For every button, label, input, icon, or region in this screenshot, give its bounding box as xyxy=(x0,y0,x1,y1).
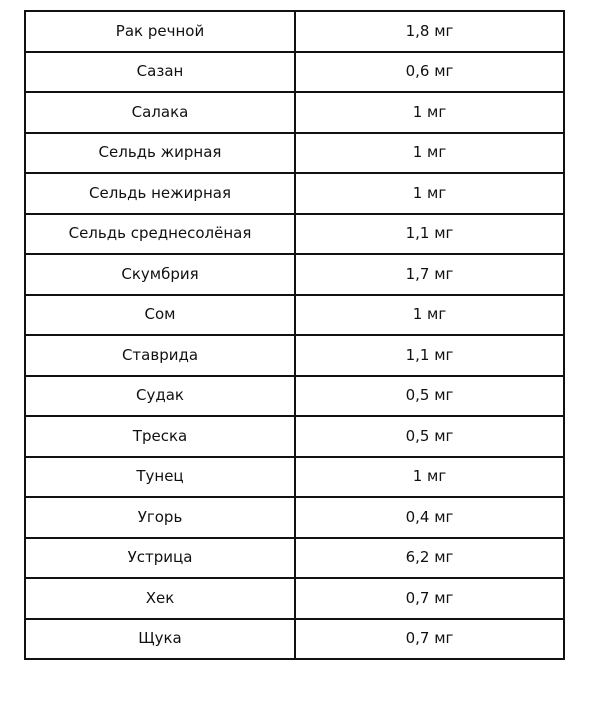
product-name-cell: Сом xyxy=(25,295,295,336)
table-row xyxy=(25,214,564,255)
product-name-cell: Сазан xyxy=(25,52,295,93)
table-row xyxy=(25,416,564,457)
table-row xyxy=(25,254,564,295)
product-name-cell: Хек xyxy=(25,578,295,619)
table-row xyxy=(25,497,564,538)
product-name-cell: Сельдь жирная xyxy=(25,133,295,174)
table-body xyxy=(25,11,564,659)
product-name-cell: Судак xyxy=(25,376,295,417)
product-name-cell: Сельдь среднесолёная xyxy=(25,214,295,255)
amount-value-cell: 1 мг xyxy=(295,133,564,174)
table-row xyxy=(25,52,564,93)
amount-value-cell: 6,2 мг xyxy=(295,538,564,579)
table-row xyxy=(25,11,564,52)
amount-value-cell: 1 мг xyxy=(295,295,564,336)
amount-value-cell: 0,5 мг xyxy=(295,416,564,457)
amount-value-cell: 0,7 мг xyxy=(295,578,564,619)
table-row xyxy=(25,376,564,417)
product-name-cell: Устрица xyxy=(25,538,295,579)
amount-value-cell: 1,1 мг xyxy=(295,214,564,255)
product-name-cell: Скумбрия xyxy=(25,254,295,295)
product-name-cell: Рак речной xyxy=(25,11,295,52)
product-name-cell: Тунец xyxy=(25,457,295,498)
content-table-container xyxy=(24,10,563,660)
product-name-cell: Ставрида xyxy=(25,335,295,376)
table-row xyxy=(25,578,564,619)
table-row xyxy=(25,92,564,133)
amount-value-cell: 0,4 мг xyxy=(295,497,564,538)
amount-value-cell: 1,8 мг xyxy=(295,11,564,52)
amount-value-cell: 0,5 мг xyxy=(295,376,564,417)
table-row xyxy=(25,173,564,214)
product-name-cell: Треска xyxy=(25,416,295,457)
amount-value-cell: 1,7 мг xyxy=(295,254,564,295)
table-row xyxy=(25,538,564,579)
table-row xyxy=(25,133,564,174)
product-name-cell: Щука xyxy=(25,619,295,660)
amount-value-cell: 0,6 мг xyxy=(295,52,564,93)
amount-value-cell: 0,7 мг xyxy=(295,619,564,660)
amount-value-cell: 1 мг xyxy=(295,92,564,133)
product-name-cell: Салака xyxy=(25,92,295,133)
nutrient-table xyxy=(24,10,565,660)
table-row xyxy=(25,295,564,336)
table-row xyxy=(25,457,564,498)
amount-value-cell: 1 мг xyxy=(295,173,564,214)
amount-value-cell: 1 мг xyxy=(295,457,564,498)
product-name-cell: Сельдь нежирная xyxy=(25,173,295,214)
product-name-cell: Угорь xyxy=(25,497,295,538)
table-row xyxy=(25,335,564,376)
amount-value-cell: 1,1 мг xyxy=(295,335,564,376)
table-row xyxy=(25,619,564,660)
